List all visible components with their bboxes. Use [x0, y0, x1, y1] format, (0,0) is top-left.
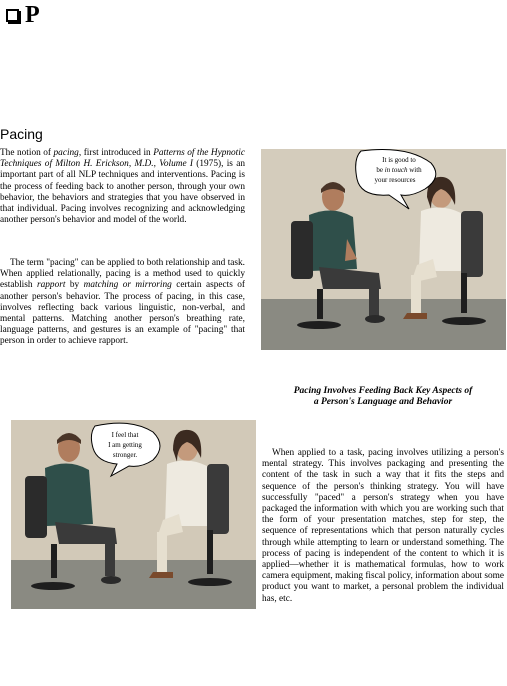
section-title: Pacing: [0, 126, 43, 142]
bubble2-line-2: I am getting: [108, 441, 142, 449]
bubble-line-1: It is good to: [382, 156, 416, 164]
section-letter-heading: [6, 2, 40, 29]
heading-letter: P: [25, 2, 40, 28]
photo-pacing-conversation: [261, 149, 506, 350]
bubble2-line-1: I feel that: [111, 431, 139, 439]
checkbox-square-icon: [6, 9, 19, 22]
paragraph-intro: The notion of pacing, first introduced in Patterns of the Hypnotic Techniques of Milton H. Erickson, M.D., Volume I (1975), is an important part of all NLP techniques and interventions. Pacing is the process of feeding back to another person, through your own behavior, the behaviors and strategies that you have observed in that individual. Pacing involves recognizing and acknowledging another person's behavior and model of the world.: [0, 148, 245, 226]
caption-line-1: Pacing Involves Feeding Back Key Aspects of: [293, 386, 473, 396]
paragraph-relationship: The term "pacing" can be applied to both relationship and task. When applied relationally, pacing is a method used to quickly establish rapport by matching or mirroring certain aspects of another person's behavior. The process of pacing, in this case, involves reflecting back various linguistic, non-verbal, and mental patterns. Matching another person's breathing rate, language patterns, and gestures is an example of "pacing" that person in order to achieve rapport.: [0, 258, 246, 347]
photo-pacing-strength: [11, 420, 256, 609]
paragraph-task: When applied to a task, pacing involves utilizing a person's mental strategy. This involves packaging and presenting the content of the task in such a way that it fits the steps and sequence of the person's thinking strategy. You will have successfully "paced" a person's strategy when you have packaged the information with which you are working such that the form of your presentation matches, step for step, the sequence of representations which that person naturally cycles through while attempting to learn or understand something. The process of pacing is independent of the content to which it is applied—whether it is mathematical formulas, how to work camera equipment, making fiscal policy, information about some product you want to market, a personal problem the individual has, etc.: [262, 448, 504, 604]
bubble2-line-3: stronger.: [112, 451, 138, 459]
photo-illustration-2: [11, 420, 256, 609]
figure-caption: [262, 386, 504, 408]
caption-line-2: a Person's Language and Behavior: [313, 397, 453, 407]
bubble-line-2: be in touch with: [376, 166, 422, 174]
bubble-line-3: your resources: [374, 176, 416, 184]
photo-illustration: [261, 149, 506, 350]
